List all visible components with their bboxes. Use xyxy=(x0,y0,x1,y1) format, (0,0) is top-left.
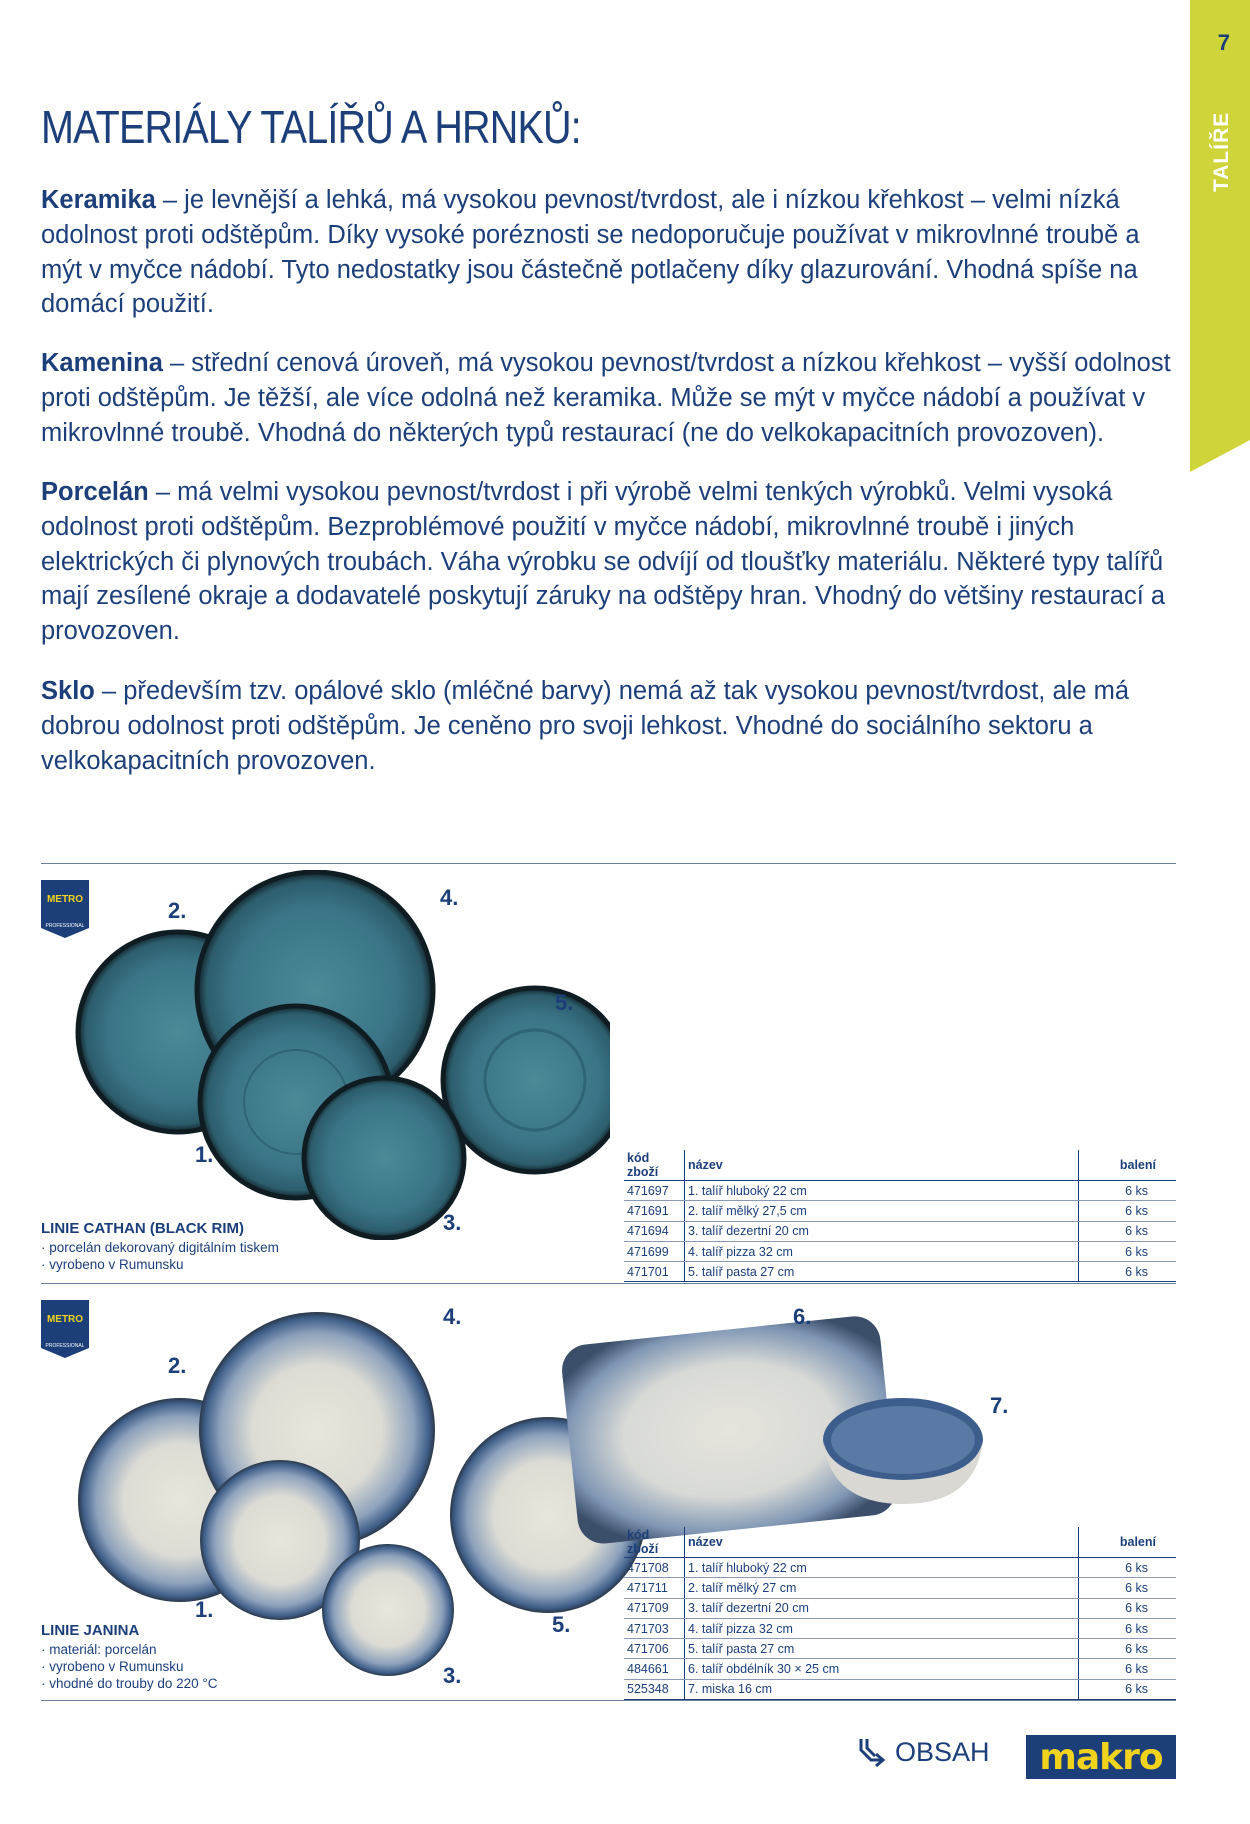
product-pack: 6 ks xyxy=(1079,1618,1177,1638)
product-line-title: LINIE JANINA xyxy=(41,1622,140,1639)
product-code: 471711 xyxy=(624,1578,685,1598)
column-header-pack: balení xyxy=(1079,1150,1177,1181)
column-header-code: kód zboží xyxy=(624,1150,685,1181)
plate-label: 7. xyxy=(990,1393,1009,1418)
product-code: 471697 xyxy=(624,1181,685,1201)
product-name: 4. talíř pizza 32 cm xyxy=(685,1241,1079,1261)
table-row xyxy=(624,1679,1176,1699)
page-number: 7 xyxy=(1217,30,1230,55)
material-name: Keramika xyxy=(41,186,156,214)
product-name: 5. talíř pasta 27 cm xyxy=(685,1262,1079,1282)
product-name: 3. talíř dezertní 20 cm xyxy=(685,1598,1079,1618)
plate-label: 4. xyxy=(443,1304,462,1329)
material-text: – střední cenová úroveň, má vysokou pevnost/tvrdost a nízkou křehkost – vyšší odolnost proti odštěpům. Je těžší, ale více odolná než keramika. Může se mýt v myčce nádobí a používat v mikrovlnné troubě. Vhodná do některých typů restaurací (ne do velkokapacitních provozoven). xyxy=(41,349,1171,447)
feature-item: · vhodné do trouby do 220 °C xyxy=(41,1675,218,1692)
product-pack: 6 ks xyxy=(1079,1201,1177,1221)
product-code: 525348 xyxy=(624,1679,685,1699)
material-porcelan xyxy=(41,475,1171,649)
section-tab xyxy=(1190,0,1250,472)
makro-logo xyxy=(1026,1735,1176,1779)
product-line-features xyxy=(41,1239,279,1273)
table-row xyxy=(624,1201,1176,1221)
product-code: 471694 xyxy=(624,1221,685,1241)
product-code: 471706 xyxy=(624,1639,685,1659)
table-row xyxy=(624,1598,1176,1618)
product-code: 471701 xyxy=(624,1262,685,1282)
feature-item: · porcelán dekorovaný digitálním tiskem xyxy=(41,1239,279,1256)
plate-label: 1. xyxy=(195,1142,214,1167)
logo-text: makro xyxy=(1039,1736,1163,1778)
product-name: 3. talíř dezertní 20 cm xyxy=(685,1221,1079,1241)
product-name: 5. talíř pasta 27 cm xyxy=(685,1639,1079,1659)
arrow-return-icon xyxy=(857,1736,889,1768)
product-pack: 6 ks xyxy=(1079,1659,1177,1679)
material-text: – je levnější a lehká, má vysokou pevnost/tvrdost, ale i nízkou křehkost – velmi nízká odolnost proti odštěpům. Díky vysoké poréznosti se nedoporučuje používat v mikrovlnné troubě a mýt v myčce nádobí. Tyto nedostatky jsou částečně potlačeny díky glazurování. Vhodná spíše na domácí použití. xyxy=(41,186,1140,319)
plate-label: 2. xyxy=(168,898,187,923)
plate-label: 1. xyxy=(195,1597,214,1622)
column-header-pack: balení xyxy=(1079,1527,1177,1558)
product-pack: 6 ks xyxy=(1079,1241,1177,1261)
cathan-plates-image xyxy=(70,870,610,1240)
table-row xyxy=(624,1181,1176,1201)
plate-label: 5. xyxy=(552,1612,571,1637)
product-line-features xyxy=(41,1641,218,1692)
material-text: – má velmi vysokou pevnost/tvrdost i při výrobě velmi tenkých výrobků. Velmi vysoká odolnost proti odštěpům. Bezproblémové použití v myčce nádobí, mikrovlnné troubě i jiných elektrických či plynových troubách. Váha výrobku se odvíjí od tloušťky materiálu. Některé typy talířů mají zesílené okraje a dodavatelé poskytují záruky na odštěpy hran. Vhodný do většiny restaurací a provozoven. xyxy=(41,478,1166,646)
section-divider xyxy=(41,1283,1176,1284)
product-name: 2. talíř mělký 27 cm xyxy=(685,1578,1079,1598)
badge-sub: PROFESSIONAL xyxy=(45,1343,85,1349)
material-sklo xyxy=(41,674,1171,778)
material-keramika xyxy=(41,183,1171,322)
feature-item: · vyrobeno v Rumunsku xyxy=(41,1256,279,1273)
section-tab-label: TALÍŘE xyxy=(1210,111,1233,192)
material-name: Sklo xyxy=(41,677,95,705)
column-header-name: název xyxy=(685,1150,1079,1181)
product-pack: 6 ks xyxy=(1079,1221,1177,1241)
material-text: – především tzv. opálové sklo (mléčné barvy) nemá až tak vysokou pevnost/tvrdost, ale má dobrou odolnost proti odštěpům. Je ceněno pro svoji lehkost. Vhodné do sociálního sektoru a velkokapacitních provozoven. xyxy=(41,677,1130,775)
product-name: 7. miska 16 cm xyxy=(685,1679,1079,1699)
table-row xyxy=(624,1262,1176,1282)
contents-link[interactable] xyxy=(857,1736,990,1768)
table-row xyxy=(624,1639,1176,1659)
product-pack: 6 ks xyxy=(1079,1558,1177,1578)
product-line-title: LINIE CATHAN (BLACK RIM) xyxy=(41,1220,245,1237)
product-code: 471709 xyxy=(624,1598,685,1618)
material-kamenina xyxy=(41,346,1171,450)
product-code: 484661 xyxy=(624,1659,685,1679)
table-row xyxy=(624,1241,1176,1261)
product-name: 2. talíř mělký 27,5 cm xyxy=(685,1201,1079,1221)
feature-item: · vyrobeno v Rumunsku xyxy=(41,1658,218,1675)
page-title: MATERIÁLY TALÍŘŮ A HRNKŮ: xyxy=(41,101,581,153)
table-row xyxy=(624,1578,1176,1598)
product-name: 1. talíř hluboký 22 cm xyxy=(685,1558,1079,1578)
badge-brand: METRO xyxy=(46,894,84,905)
product-code: 471691 xyxy=(624,1201,685,1221)
product-pack: 6 ks xyxy=(1079,1262,1177,1282)
product-name: 1. talíř hluboký 22 cm xyxy=(685,1181,1079,1201)
table-row xyxy=(624,1659,1176,1679)
product-name: 4. talíř pizza 32 cm xyxy=(685,1618,1079,1638)
table-row xyxy=(624,1221,1176,1241)
plate-label: 5. xyxy=(555,990,574,1015)
product-pack: 6 ks xyxy=(1079,1598,1177,1618)
product-code: 471699 xyxy=(624,1241,685,1261)
badge-sub: PROFESSIONAL xyxy=(45,923,85,929)
product-pack: 6 ks xyxy=(1079,1639,1177,1659)
plate-label: 3. xyxy=(443,1663,462,1688)
product-name: 6. talíř obdélník 30 × 25 cm xyxy=(685,1659,1079,1679)
product-code: 471708 xyxy=(624,1558,685,1578)
product-pack: 6 ks xyxy=(1079,1679,1177,1699)
cathan-product-table xyxy=(624,1150,1176,1282)
section-divider xyxy=(41,863,1176,864)
column-header-code: kód zboží xyxy=(624,1527,685,1558)
plate-label: 6. xyxy=(793,1304,812,1329)
section-divider xyxy=(41,1700,1176,1701)
product-code: 471703 xyxy=(624,1618,685,1638)
material-name: Kamenina xyxy=(41,349,163,377)
feature-item: · materiál: porcelán xyxy=(41,1641,218,1658)
badge-brand: METRO xyxy=(46,1314,84,1325)
material-name: Porcelán xyxy=(41,478,149,506)
janina-product-table xyxy=(624,1527,1176,1700)
product-pack: 6 ks xyxy=(1079,1181,1177,1201)
product-pack: 6 ks xyxy=(1079,1578,1177,1598)
column-header-name: název xyxy=(685,1527,1079,1558)
table-row xyxy=(624,1618,1176,1638)
contents-link-label: OBSAH xyxy=(895,1736,990,1767)
table-row xyxy=(624,1558,1176,1578)
plate-label: 3. xyxy=(443,1210,462,1235)
plate-label: 4. xyxy=(440,885,459,910)
plate-label: 2. xyxy=(168,1353,187,1378)
